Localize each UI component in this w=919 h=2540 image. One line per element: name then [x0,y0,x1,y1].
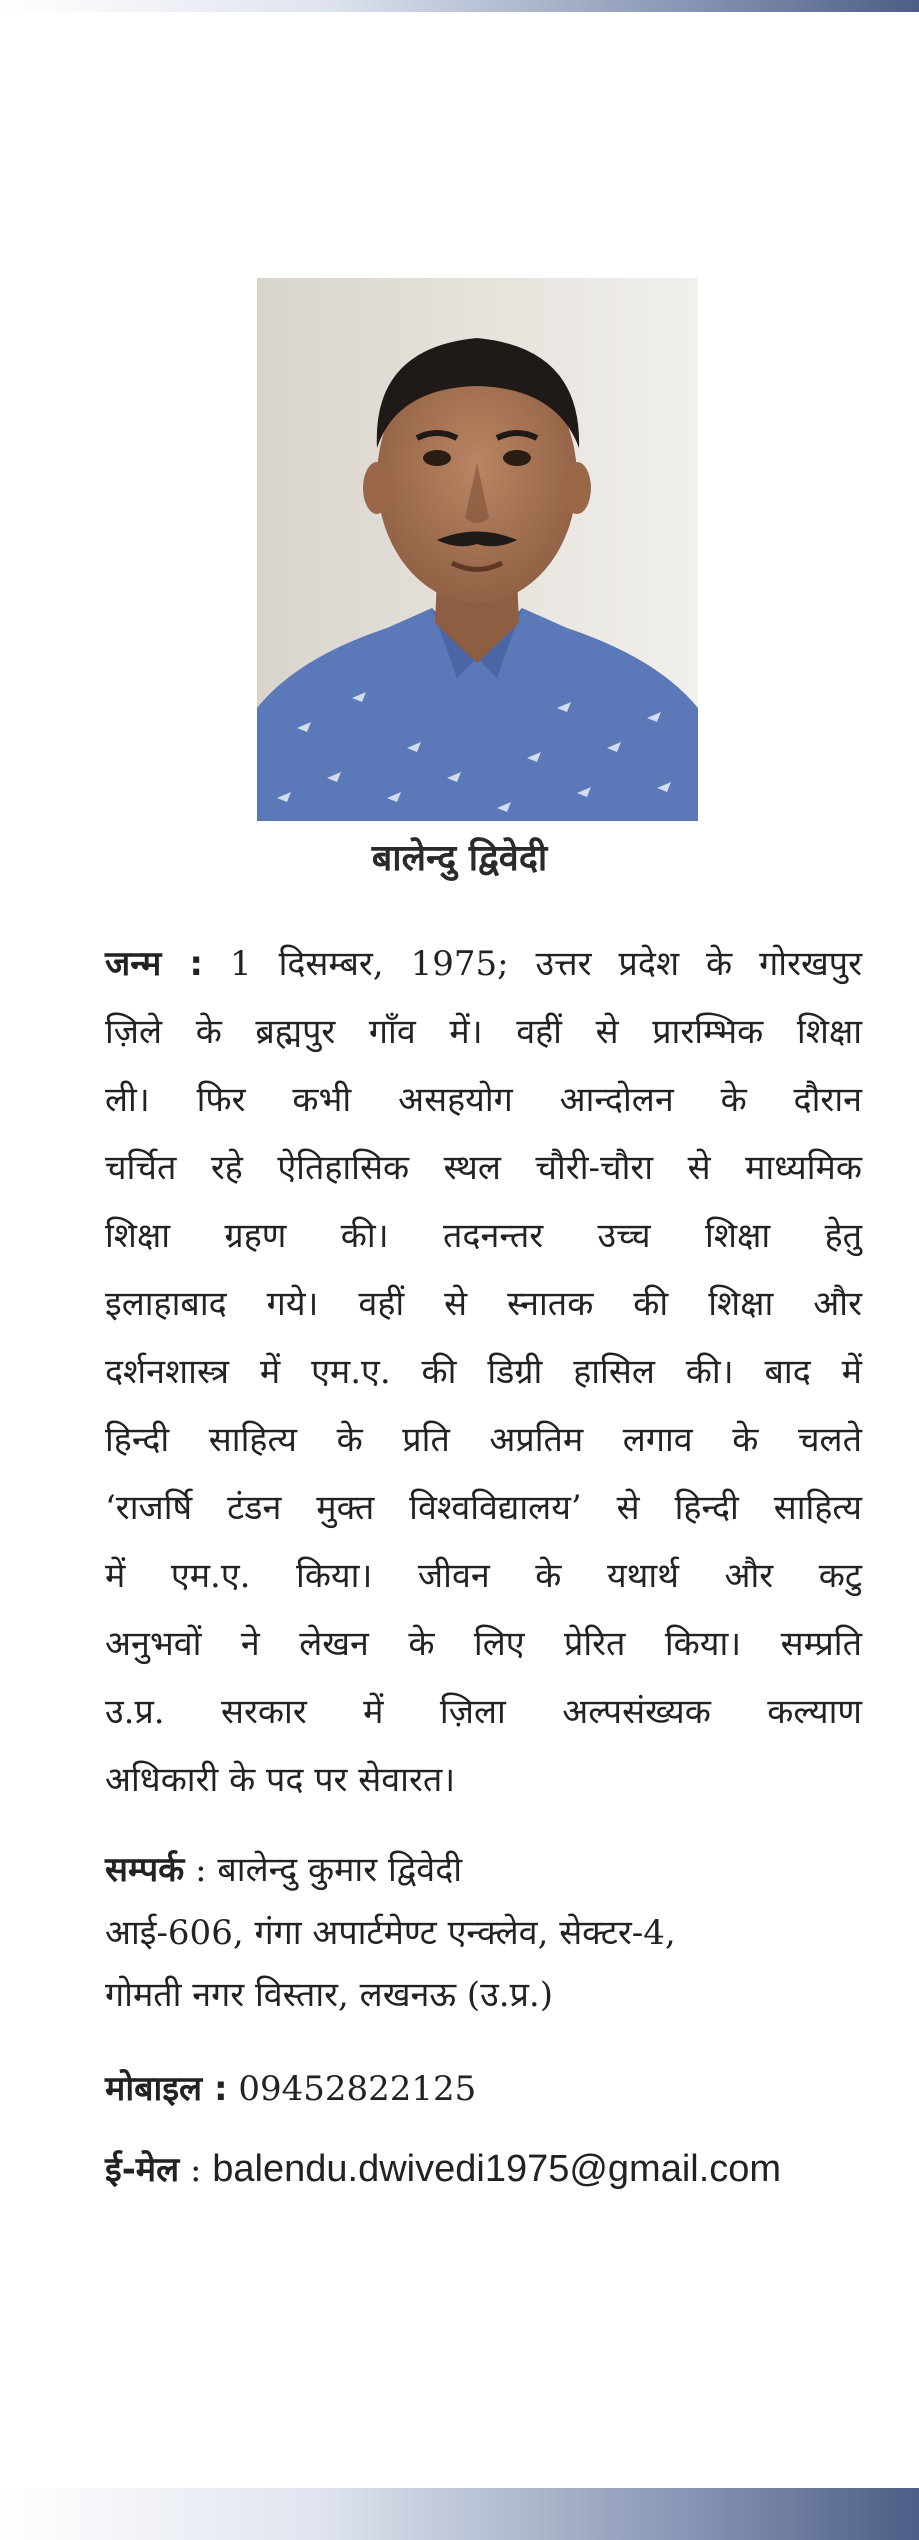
address-line-2: गोमती नगर विस्तार, लखनऊ (उ.प्र.) [105,1975,553,2015]
contact-label: सम्पर्क [105,1850,185,1890]
mobile-label: मोबाइल : [105,2069,228,2109]
bio-line: ‘राजर्षि टंडन मुक्त विश्वविद्यालय’ से हिन्दी साहित्य [105,1488,862,1528]
bio-line: ली। फिर कभी असहयोग आन्दोलन के दौरान [105,1080,862,1120]
bio-line: में एम.ए. किया। जीवन के यथार्थ और कटु [105,1556,862,1596]
bio-line: दर्शनशास्त्र में एम.ए. की डिग्री हासिल की। बाद में [105,1352,862,1392]
bio-line: शिक्षा ग्रहण की। तदनन्तर उच्च शिक्षा हेतु [105,1216,862,1256]
contact-name-line: सम्पर्क : बालेन्दु कुमार द्विवेदी [105,1850,463,1890]
email-address: balendu.dwivedi1975@gmail.com [212,2148,782,2190]
email-line: ई-मेल : balendu.dwivedi1975@gmail.com [105,2148,782,2190]
bio-line: अधिकारी के पद पर सेवारत। [105,1760,456,1800]
bio-line: उ.प्र. सरकार में ज़िला अल्पसंख्यक कल्याण [105,1692,862,1732]
bottom-decorative-band [0,2488,919,2540]
author-bio [105,930,862,1814]
bio-line: ज़िले के ब्रह्मपुर गाँव में। वहीं से प्रारम्भिक शिक्षा [105,1012,862,1052]
mobile-number: 09452822125 [227,2069,477,2109]
bio-line: चर्चित रहे ऐतिहासिक स्थल चौरी-चौरा से माध्यमिक [105,1148,862,1188]
bio-line: इलाहाबाद गये। वहीं से स्नातक की शिक्षा और [105,1284,862,1324]
email-label: ई-मेल [105,2150,180,2190]
bio-line: अनुभवों ने लेखन के लिए प्रेरित किया। सम्प्रति [105,1624,862,1664]
author-photo [257,278,698,821]
bio-line: जन्म : 1 दिसम्बर, 1975; उत्तर प्रदेश के गोरखपुर [105,944,863,984]
bio-line: हिन्दी साहित्य के प्रति अप्रतिम लगाव के चलते [105,1420,862,1460]
contact-name: बालेन्दु कुमार द्विवेदी [217,1850,463,1890]
mobile-line [105,2064,885,2110]
top-decorative-band [0,0,919,12]
birth-label: जन्म : [105,944,203,984]
address-line-1: आई-606, गंगा अपार्टमेण्ट एन्क्लेव, सेक्टर-4, [105,1913,676,1953]
author-name: बालेन्दु द्विवेदी [371,838,548,879]
